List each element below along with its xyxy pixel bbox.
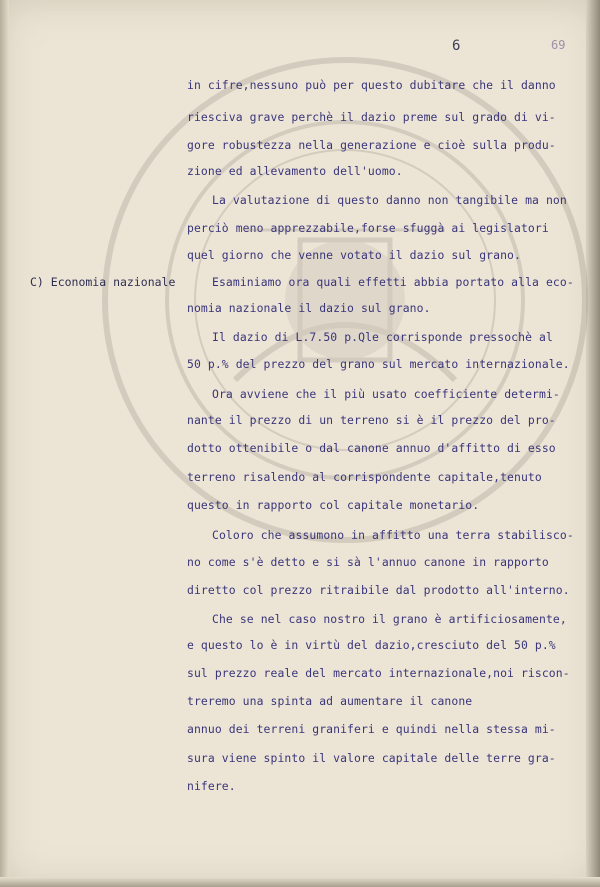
text-line: Esaminiamo ora quali effetti abbia portato alla eco-	[212, 275, 574, 289]
text-line: nante il prezzo di un terreno si è il prezzo del pro-	[187, 413, 556, 427]
page-number: 6	[452, 38, 461, 54]
text-line: questo in rapporto col capitale monetario.	[187, 498, 480, 512]
text-line: treremo una spinta ad aumentare il canone	[187, 694, 473, 708]
text-line: in cifre,nessuno può per questo dubitare che il danno	[187, 78, 556, 92]
text-line: riesciva grave perchè il dazio preme sul grado di vi-	[187, 110, 556, 124]
text-line: sura viene spinto il valore capitale delle terre gra-	[187, 751, 556, 765]
text-line: perciò meno apprezzabile,forse sfuggà ai legislatori	[187, 221, 549, 235]
text-line: Coloro che assumono in affitto una terra stabilisco-	[212, 528, 574, 542]
text-line: Ora avviene che il più usato coefficiente determi-	[212, 387, 560, 401]
text-line: zione ed allevamento dell'uomo.	[187, 164, 403, 178]
margin-note: C) Economia nazionale	[30, 275, 176, 289]
text-line: annuo dei terreni graniferi e quindi nella stessa mi-	[187, 722, 556, 736]
page-edge-bottom	[0, 877, 600, 887]
text-line: Il dazio di L.7.50 p.Qle corrisponde pressochè al	[212, 330, 553, 344]
text-line: Che se nel caso nostro il grano è artificiosamente,	[212, 612, 567, 626]
text-line: dotto ottenibile o dal canone annuo d'affitto di esso	[187, 441, 556, 455]
binding-edge	[0, 0, 9, 887]
text-line: gore robustezza nella generazione e cioè sulla produ-	[187, 138, 556, 152]
text-line: diretto col prezzo ritraibile dal prodotto all'interno.	[187, 583, 570, 597]
text-line: nifere.	[187, 779, 236, 793]
text-line: La valutazione di questo danno non tangibile ma non	[212, 193, 567, 207]
text-line: terreno risalendo al corrispondente capitale,tenuto	[187, 470, 542, 484]
text-line: sul prezzo reale del mercato internazionale,noi riscon-	[187, 666, 570, 680]
text-line: no come s'è detto e si sà l'annuo canone in rapporto	[187, 555, 549, 569]
text-line: quel giorno che venne votato il dazio sul grano.	[187, 248, 521, 262]
text-line: nomia nazionale il dazio sul grano.	[187, 301, 431, 315]
folio-number: 69	[551, 38, 566, 52]
text-line: 50 p.% del prezzo del grano sul mercato internazionale.	[187, 357, 570, 371]
text-line: e questo lo è in virtù del dazio,cresciuto del 50 p.%	[187, 638, 556, 652]
